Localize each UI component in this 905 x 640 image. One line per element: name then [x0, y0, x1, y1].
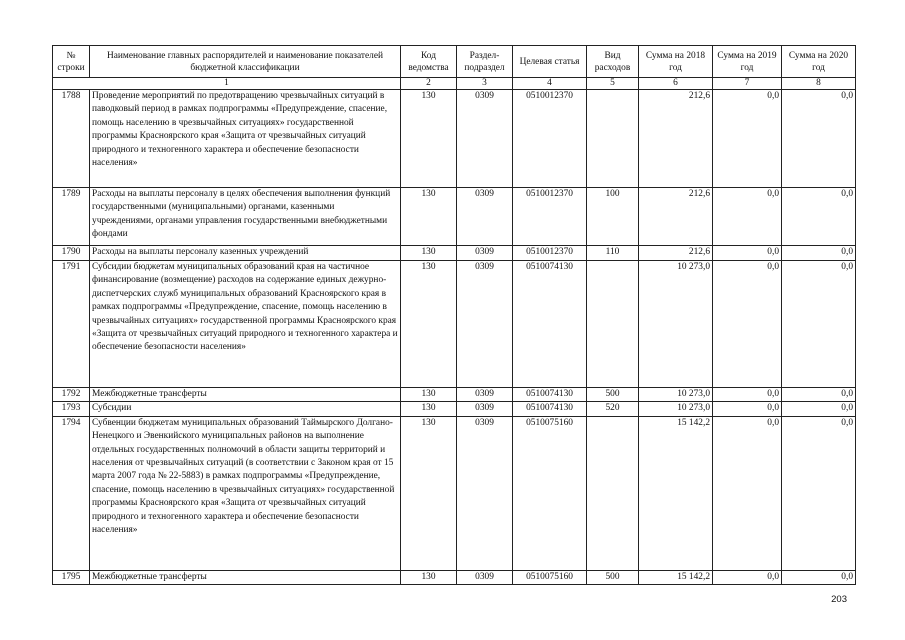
- row-name: Расходы на выплаты персоналу казенных учреждений: [90, 246, 401, 261]
- table-row: [53, 90, 856, 188]
- row-kind: 500: [587, 388, 639, 402]
- row-sum-2018: 212,6: [639, 90, 713, 188]
- row-target: 0510074130: [513, 402, 587, 416]
- row-kind: [587, 261, 639, 388]
- row-kind: [587, 90, 639, 188]
- row-name: Расходы на выплаты персоналу в целях обеспечения выполнения функций государственными (муниципальными) органами, казенными учреждениями, органами управления государственными внебюджетными фондами: [90, 188, 401, 246]
- row-sum-2020: 0,0: [782, 188, 856, 246]
- column-number-row: [53, 78, 856, 90]
- header-row: [53, 46, 856, 78]
- row-sum-2018: 10 273,0: [639, 261, 713, 388]
- row-target: 0510075160: [513, 416, 587, 570]
- row-sum-2020: 0,0: [782, 402, 856, 416]
- row-section: 0309: [457, 246, 513, 261]
- row-sum-2018: 212,6: [639, 246, 713, 261]
- table-row: [53, 570, 856, 584]
- row-sum-2018: 15 142,2: [639, 570, 713, 584]
- row-dept-code: 130: [401, 570, 457, 584]
- row-sum-2019: 0,0: [713, 388, 782, 402]
- row-section: 0309: [457, 416, 513, 570]
- row-section: 0309: [457, 90, 513, 188]
- row-kind: 520: [587, 402, 639, 416]
- row-section: 0309: [457, 570, 513, 584]
- row-name: Межбюджетные трансферты: [90, 570, 401, 584]
- row-dept-code: 130: [401, 188, 457, 246]
- row-sum-2020: 0,0: [782, 90, 856, 188]
- header-kind: Вид расходов: [587, 46, 639, 78]
- column-number-2: 2: [401, 78, 457, 90]
- row-sum-2018: 212,6: [639, 188, 713, 246]
- table-row: [53, 188, 856, 246]
- header-target: Целевая статья: [513, 46, 587, 78]
- row-kind: 110: [587, 246, 639, 261]
- budget-table-sheet: [52, 45, 855, 585]
- table-row: [53, 246, 856, 261]
- column-number-6: 6: [639, 78, 713, 90]
- header-sum-2019: Сумма на 2019 год: [713, 46, 782, 78]
- header-sum-2020: Сумма на 2020 год: [782, 46, 856, 78]
- row-kind: 100: [587, 188, 639, 246]
- row-kind: 500: [587, 570, 639, 584]
- row-number: 1795: [53, 570, 90, 584]
- header-sum-2018: Сумма на 2018 год: [639, 46, 713, 78]
- row-dept-code: 130: [401, 402, 457, 416]
- row-target: 0510075160: [513, 570, 587, 584]
- row-name: Субсидии бюджетам муниципальных образований края на частичное финансирование (возмещение) расходов на содержание единых дежурно-диспетчерских служб муниципальных образований Красноярского края в рамках подпрограммы «Предупреждение, спасение, помощь населению в чрезвычайных ситуациях» государственной программы Красноярского края «Защита от чрезвычайных ситуаций природного и техногенного характера и обеспечение безопасности населения»: [90, 261, 401, 388]
- row-name: Проведение мероприятий по предотвращению чрезвычайных ситуаций в паводковый период в рамках подпрограммы «Предупреждение, спасение, помощь населению в чрезвычайных ситуациях» государственной программы Красноярского края «Защита от чрезвычайных ситуаций природного и техногенного характера и обеспечение безопасности населения»: [90, 90, 401, 188]
- row-section: 0309: [457, 388, 513, 402]
- row-target: 0510012370: [513, 188, 587, 246]
- row-target: 0510074130: [513, 388, 587, 402]
- table-row: [53, 388, 856, 402]
- row-dept-code: 130: [401, 90, 457, 188]
- row-sum-2018: 10 273,0: [639, 388, 713, 402]
- header-dept: Код ведомства: [401, 46, 457, 78]
- header-section: Раздел-подраздел: [457, 46, 513, 78]
- column-number-4: 4: [513, 78, 587, 90]
- row-number: 1794: [53, 416, 90, 570]
- row-section: 0309: [457, 188, 513, 246]
- table-row: [53, 261, 856, 388]
- table-row: [53, 416, 856, 570]
- row-target: 0510012370: [513, 90, 587, 188]
- row-name: Межбюджетные трансферты: [90, 388, 401, 402]
- column-number-1: 1: [53, 78, 401, 90]
- row-dept-code: 130: [401, 261, 457, 388]
- row-sum-2020: 0,0: [782, 261, 856, 388]
- column-number-3: 3: [457, 78, 513, 90]
- page-number: 203: [831, 594, 847, 605]
- column-number-8: 8: [782, 78, 856, 90]
- row-sum-2019: 0,0: [713, 416, 782, 570]
- header-name: Наименование главных распорядителей и наименование показателей бюджетной классификации: [90, 46, 401, 78]
- column-number-7: 7: [713, 78, 782, 90]
- row-section: 0309: [457, 261, 513, 388]
- row-sum-2019: 0,0: [713, 261, 782, 388]
- row-sum-2020: 0,0: [782, 388, 856, 402]
- row-dept-code: 130: [401, 388, 457, 402]
- column-number-5: 5: [587, 78, 639, 90]
- row-kind: [587, 416, 639, 570]
- row-dept-code: 130: [401, 246, 457, 261]
- row-name: Субсидии: [90, 402, 401, 416]
- row-sum-2020: 0,0: [782, 246, 856, 261]
- row-number: 1789: [53, 188, 90, 246]
- budget-table: [52, 45, 856, 585]
- row-target: 0510074130: [513, 261, 587, 388]
- row-sum-2019: 0,0: [713, 90, 782, 188]
- table-row: [53, 402, 856, 416]
- row-number: 1793: [53, 402, 90, 416]
- row-sum-2019: 0,0: [713, 402, 782, 416]
- row-number: 1788: [53, 90, 90, 188]
- row-dept-code: 130: [401, 416, 457, 570]
- row-sum-2019: 0,0: [713, 188, 782, 246]
- row-sum-2020: 0,0: [782, 416, 856, 570]
- row-sum-2018: 15 142,2: [639, 416, 713, 570]
- row-sum-2020: 0,0: [782, 570, 856, 584]
- row-name: Субвенции бюджетам муниципальных образований Таймырского Долгано-Ненецкого и Эвенкийского муниципальных районов на выполнение отдельных государственных полномочий в области защиты территорий и населения от чрезвычайных ситуаций (в соответствии с Законом края от 15 марта 2007 года № 22-5883) в рамках подпрограммы «Предупреждение, спасение, помощь населению в чрезвычайных ситуациях» государственной программы Красноярского края «Защита от чрезвычайных ситуаций природного и техногенного характера и обеспечение безопасности населения»: [90, 416, 401, 570]
- row-section: 0309: [457, 402, 513, 416]
- header-row-no: № строки: [53, 46, 90, 78]
- row-number: 1791: [53, 261, 90, 388]
- row-number: 1790: [53, 246, 90, 261]
- row-sum-2019: 0,0: [713, 246, 782, 261]
- row-number: 1792: [53, 388, 90, 402]
- row-sum-2019: 0,0: [713, 570, 782, 584]
- row-sum-2018: 10 273,0: [639, 402, 713, 416]
- row-target: 0510012370: [513, 246, 587, 261]
